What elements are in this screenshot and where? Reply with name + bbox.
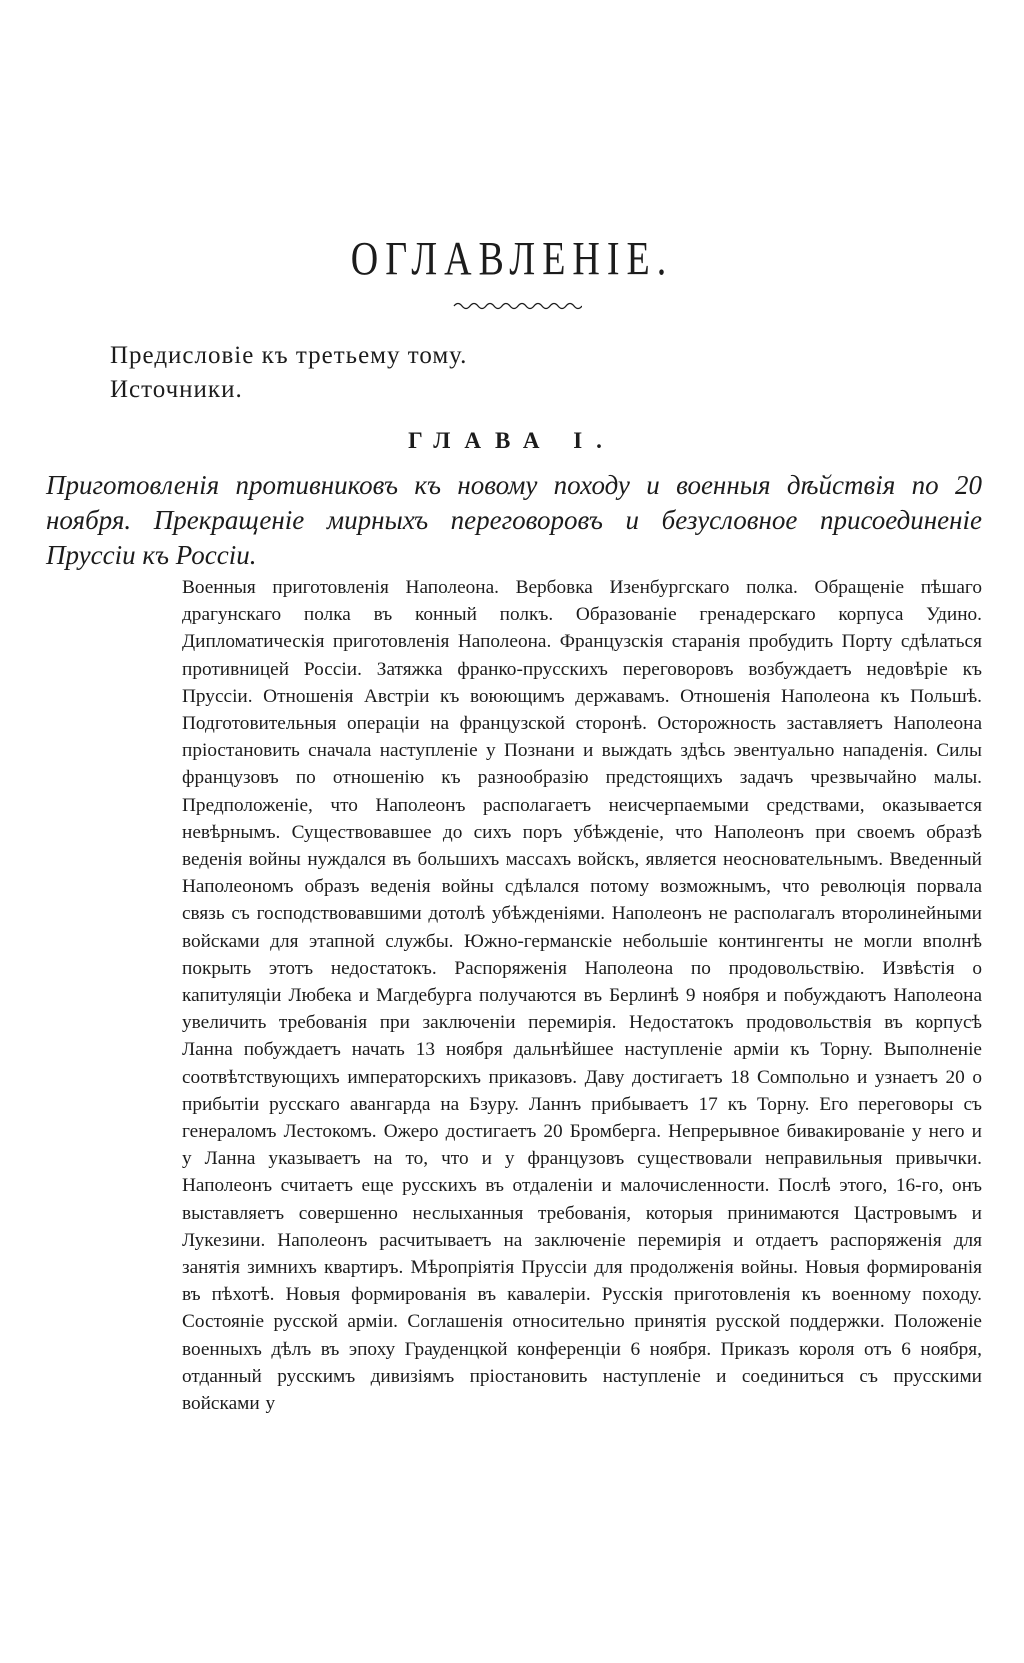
decorative-flourish [452,300,582,314]
chapter-summary: Военныя приготовленія Наполеона. Вербовка Изенбургскаго полка. Обращеніе пѣшаго драгунскаго полка въ конный полкъ. Образованіе гренадерскаго корпуса Удино. Дипломатическія приготовленія Наполеона. Французскія старанія пробудить Порту сдѣлаться противницей Россіи. Затяжка франко-прусскихъ переговоровъ возбуждаетъ недовѣріе къ Пруссіи. Отношенія Австріи къ воюющимъ державамъ. Отношенія Наполеона къ Польшѣ. Подготовительныя операціи на французской сторонѣ. Осторожность заставляетъ Наполеона пріостановить сначала наступленіе у Познани и выждать здѣсь эвентуально нападенія. Силы французовъ по отношенію къ разнообразію предстоящихъ задачъ чрезвычайно малы. Предположеніе, что Наполеонъ располагаетъ неисчерпаемыми средствами, оказывается невѣрнымъ. Существовавшее до сихъ поръ убѣжденіе, что Наполеонъ при своемъ образѣ веденія войны нуждался въ большихъ массахъ войскъ, является неосновательнымъ. Введенный Наполеономъ образъ веденія войны сдѣлался потому возможнымъ, что революція порвала связь съ господствовавшими дотолѣ убѣжденіями. Наполеонъ не располагалъ второлинейными войсками для этапной службы. Южно-германскіе небольшіе контингенты не могли вполнѣ покрыть этотъ недостатокъ. Распоряженія Наполеона по продовольствію. Извѣстія о капитуляціи Любека и Магдебурга получаются въ Берлинѣ 9 ноября и побуждаютъ Наполеона увеличить требованія при заключеніи перемирія. Недостатокъ продовольствія въ корпусѣ Ланна побуждаетъ начать 13 ноября дальнѣйшее наступленіе арміи къ Торну. Выполненіе соотвѣтствующихъ императорскихъ приказовъ. Даву достигаетъ 18 Сомпольно и узнаетъ 20 о прибытіи русскаго авангарда на Бзуру. Ланнъ прибываетъ 17 къ Торну. Его переговоры съ генераломъ Лестокомъ. Ожеро достигаетъ 20 Бромберга. Непрерывное бивакированіе у него и у Ланна указываетъ на то, что и у французовъ существовали неправильныя привычки. Наполеонъ считаетъ еще русскихъ въ отдаленіи и малочисленности. Послѣ этого, 16-го, онъ выставляетъ совершенно неслыханныя требованія, которыя принимаются Цастровымъ и Лукезини. Наполеонъ расчитываетъ на заключеніе перемирія и отдаетъ распоряженія для занятія зимнихъ квартиръ. Мѣропріятія Пруссіи для продолженія войны. Новыя формированія въ пѣхотѣ. Новыя формированія въ кавалеріи. Русскія приготовленія къ военному походу. Состояніе русской арміи. Соглашенія относительно принятія русской поддержки. Положеніе военныхъ дѣлъ въ эпоху Грауденцкой конференціи 6 ноября. Приказъ короля отъ 6 ноября, отданный русскимъ дивизіямъ пріостановить наступленіе и соединиться съ прусскими войсками у [182,577,982,1415]
chapter-label: ГЛАВА I. [408,428,616,453]
page-title: ОГЛАВЛЕНІЕ. [350,233,674,286]
toc-entry-preface: Предисловіе къ третьему тому. [110,342,468,369]
toc-entry-sources: Источники. [110,376,243,403]
chapter-title: Приготовленія противниковъ къ новому походу и военныя дѣйствія по 20 ноября. Прекращеніе мирныхъ переговоровъ и безусловное присоединеніе Пруссіи къ Россіи. [46,470,982,570]
